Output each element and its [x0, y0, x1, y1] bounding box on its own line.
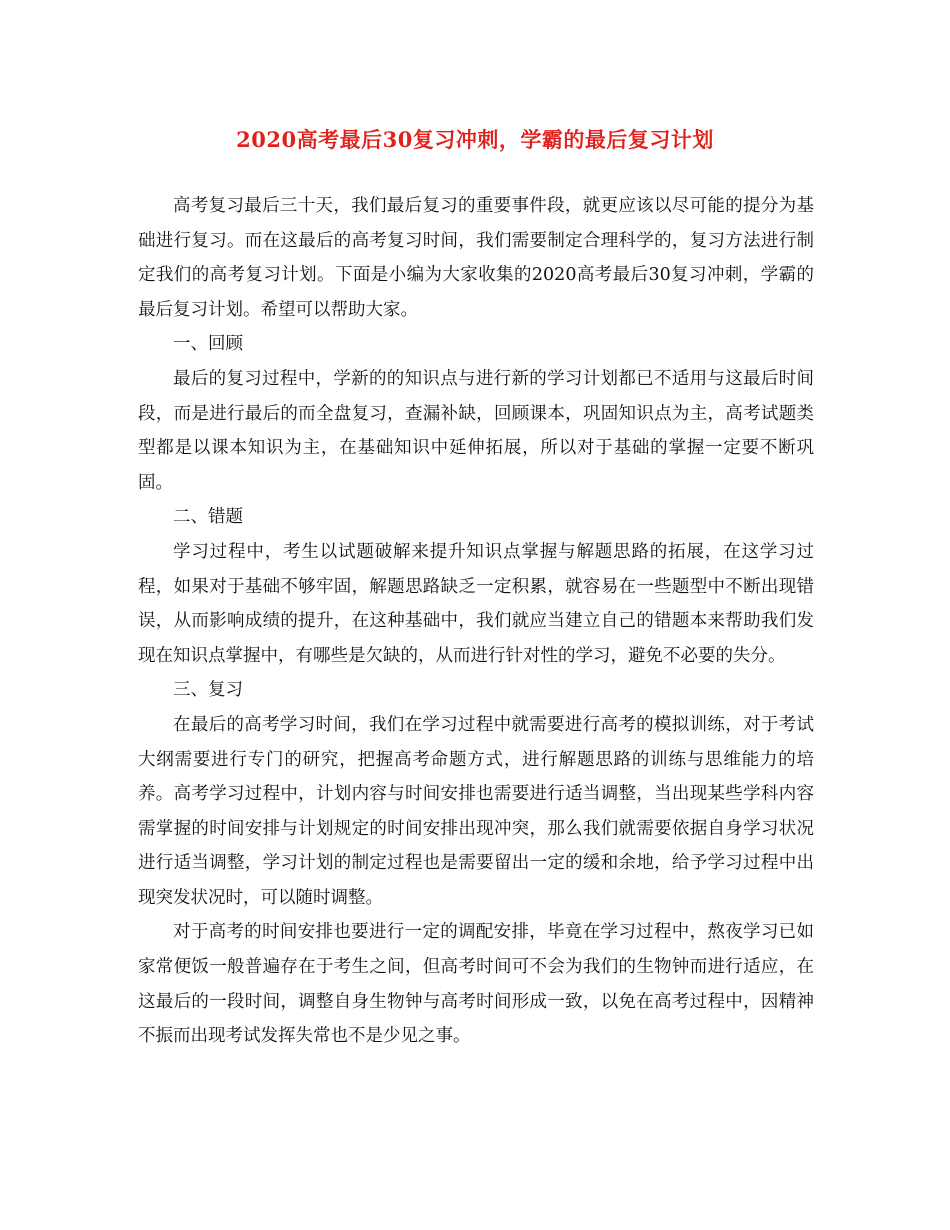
section-heading-revision: 三、复习: [173, 680, 243, 701]
article-body: [138, 189, 814, 1054]
paragraph-review: 最后的复习过程中，学新的的知识点与进行新的学习计划都已不适用与这最后时间段，而是进行最后的而全盘复习，查漏补缺，回顾课本，巩固知识点为主，高考试题类型都是以课本知识为主，在基础知识中延伸拓展，所以对于基础的掌握一定要不断巩固。: [138, 368, 814, 493]
section-heading-mistakes: 二、错题: [173, 507, 243, 528]
page-title: 2020高考最后30复习冲刺，学霸的最后复习计划: [236, 127, 714, 152]
paragraph-mistakes: 学习过程中，考生以试题破解来提升知识点掌握与解题思路的拓展，在这学习过程，如果对于基础不够牢固，解题思路缺乏一定积累，就容易在一些题型中不断出现错误，从而影响成绩的提升，在这种基础中，我们就应当建立自己的错题本来帮助我们发现在知识点掌握中，有哪些是欠缺的，从而进行针对性的学习，避免不必要的失分。: [138, 541, 814, 666]
paragraph-schedule: 对于高考的时间安排也要进行一定的调配安排，毕竟在学习过程中，熬夜学习已如家常便饭一般普遍存在于考生之间，但高考时间可不会为我们的生物钟而进行适应，在这最后的一段时间，调整自身生物钟与高考时间形成一致，以免在高考过程中，因精神不振而出现考试发挥失常也不是少见之事。: [138, 922, 814, 1047]
paragraph-revision: 在最后的高考学习时间，我们在学习过程中就需要进行高考的模拟训练，对于考试大纲需要进行专门的研究，把握高考命题方式，进行解题思路的训练与思维能力的培养。高考学习过程中，计划内容与时间安排也需要进行适当调整，当出现某些学科内容需掌握的时间安排与计划规定的时间安排出现冲突，那么我们就需要依据自身学习状况进行适当调整，学习计划的制定过程也是需要留出一定的缓和余地，给予学习过程中出现突发状况时，可以随时调整。: [138, 714, 814, 908]
paragraph-intro: 高考复习最后三十天，我们最后复习的重要事件段，就更应该以尽可能的提分为基础进行复习。而在这最后的高考复习时间，我们需要制定合理科学的，复习方法进行制定我们的高考复习计划。下面是小编为大家收集的2020高考最后30复习冲刺，学霸的最后复习计划。希望可以帮助大家。: [138, 196, 814, 320]
section-heading-review: 一、回顾: [173, 334, 243, 355]
